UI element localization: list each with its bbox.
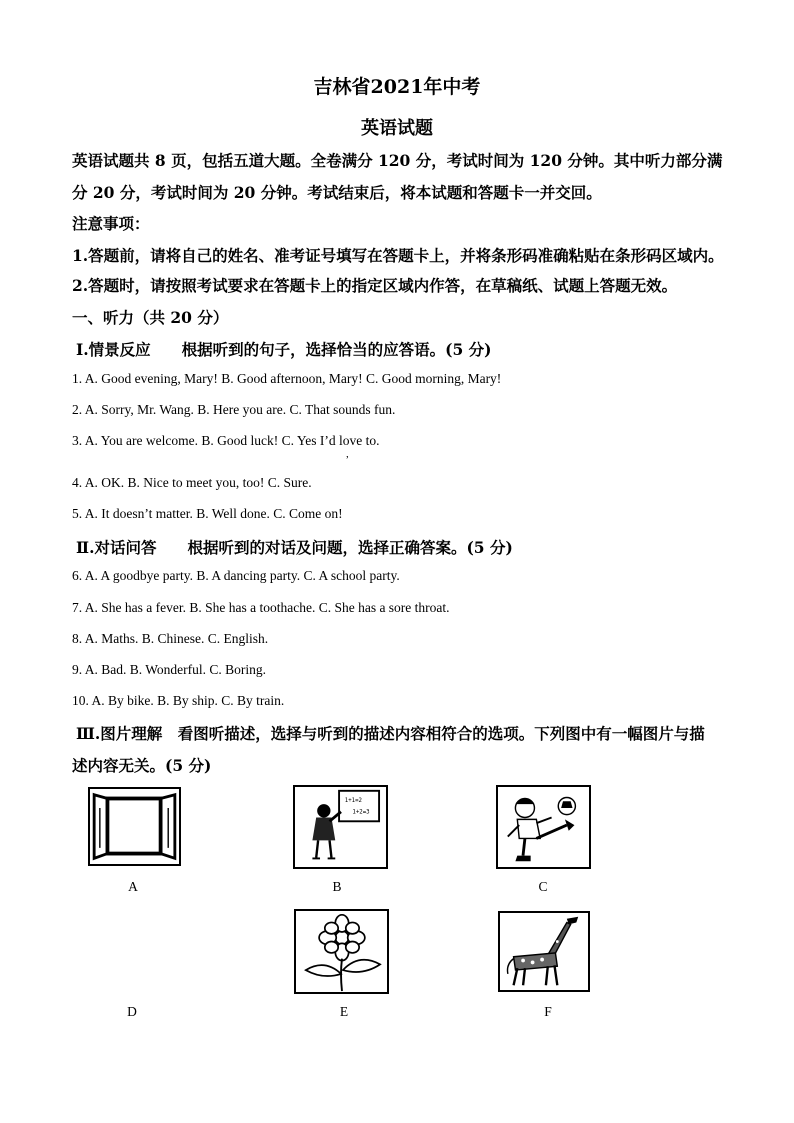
intro-line-1: 英语试题共 8 页，包括五道大题。全卷满分 120 分，考试时间为 120 分钟。其中听力部分满 <box>72 151 723 170</box>
window-icon <box>90 789 179 864</box>
question-6: 6. A. A goodbye party. B. A dancing party. C. A school party. <box>72 568 400 583</box>
question-9: 9. A. Bad. B. Wonderful. C. Boring. <box>72 662 267 677</box>
picture-d-label: D <box>127 1004 137 1019</box>
picture-c-boy-icon <box>496 785 591 869</box>
picture-e-flower-icon <box>294 909 389 994</box>
picture-a-label: A <box>128 879 138 894</box>
question-3: 3. A. You are welcome. B. Good luck! C. Yes I’d love to. <box>72 433 380 448</box>
picture-b-label: B <box>332 879 342 894</box>
subsection-heading-3-line-1: Ⅲ.图片理解 看图听描述，选择与听到的描述内容相符合的选项。下列图中有一幅图片与描 <box>76 724 705 743</box>
board-line-1: 1+1=2 <box>344 798 362 805</box>
subsection-heading-3-line-2: 述内容无关。(5 分) <box>72 756 212 775</box>
note-item-1: 1.答题前，请将自己的姓名、准考证号填写在答题卡上，并将条形码准确粘贴在条形码区域内。 <box>72 246 724 265</box>
question-8: 8. A. Maths. B. Chinese. C. English. <box>72 631 269 646</box>
intro-line-2: 分 20 分，考试时间为 20 分钟。考试结束后，将本试题和答题卡一并交回。 <box>72 183 602 202</box>
giraffe-icon <box>500 913 588 990</box>
flower-icon <box>296 911 387 992</box>
picture-c-label: C <box>538 879 548 894</box>
picture-e-label: E <box>339 1004 349 1019</box>
picture-f-giraffe-icon <box>498 911 590 992</box>
board-line-2: 1+2=3 <box>352 809 370 816</box>
page-title: 吉林省2021年中考 <box>313 76 481 98</box>
stray-comma: , <box>346 448 349 460</box>
note-item-2: 2.答题时，请按照考试要求在答题卡上的指定区域内作答，在草稿纸、试题上答题无效。 <box>72 276 678 295</box>
question-4: 4. A. OK. B. Nice to meet you, too! C. Sure. <box>72 475 312 490</box>
question-1: 1. A. Good evening, Mary! B. Good afternoon, Mary! C. Good morning, Mary! <box>72 371 502 386</box>
subsection-heading-1: Ⅰ.情景反应 根据听到的句子，选择恰当的应答语。(5 分) <box>76 340 492 359</box>
picture-a-window-icon <box>88 787 181 866</box>
page-subtitle: 英语试题 <box>361 118 433 139</box>
section-heading-listening: 一、听力（共 20 分） <box>72 308 229 327</box>
teacher-blackboard-icon <box>295 787 386 867</box>
picture-b-teacher-icon <box>293 785 388 869</box>
notes-heading: 注意事项： <box>72 214 150 233</box>
question-10: 10. A. By bike. B. By ship. C. By train. <box>72 693 285 708</box>
question-5: 5. A. It doesn’t matter. B. Well done. C. Come on! <box>72 506 343 521</box>
subsection-heading-2: Ⅱ.对话问答 根据听到的对话及问题，选择正确答案。(5 分) <box>76 538 513 557</box>
boy-kicking-ball-icon <box>498 787 589 867</box>
question-7: 7. A. She has a fever. B. She has a toothache. C. She has a sore throat. <box>72 600 450 615</box>
question-2: 2. A. Sorry, Mr. Wang. B. Here you are. C. That sounds fun. <box>72 402 396 417</box>
picture-f-label: F <box>544 1004 552 1019</box>
